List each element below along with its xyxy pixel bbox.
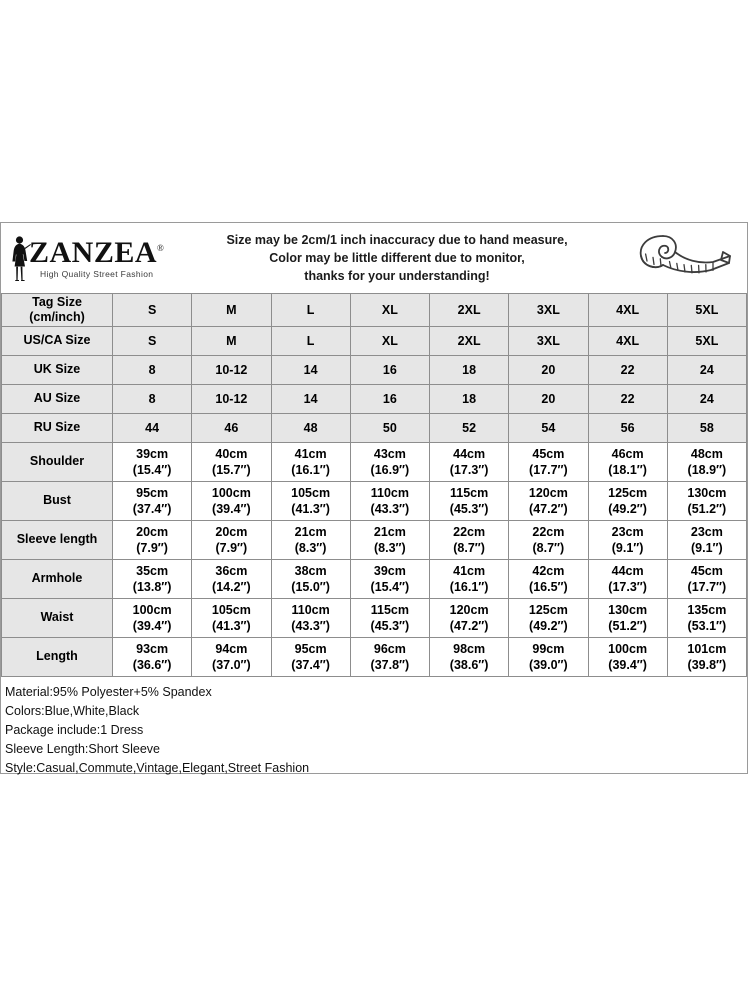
cell-shoulder-l bbox=[271, 443, 350, 482]
cell-length-s bbox=[113, 638, 192, 677]
cell-sleeve-length-4xl bbox=[588, 521, 667, 560]
cell-bust-2xl bbox=[430, 482, 509, 521]
value-inch: (39.4″) bbox=[608, 658, 647, 672]
brand-tagline: High Quality Street Fashion bbox=[39, 268, 154, 279]
value-cm: 115cm bbox=[450, 486, 489, 500]
cell-bust-5xl bbox=[667, 482, 746, 521]
row-label-us-ca-size: US/CA Size bbox=[2, 327, 113, 356]
value-inch: (18.9″) bbox=[687, 463, 727, 477]
brand-name: ZANZEA® bbox=[29, 235, 165, 269]
row-label-ru-size: RU Size bbox=[2, 414, 113, 443]
value-inch: (15.4″) bbox=[370, 580, 410, 594]
cell-length-5xl bbox=[667, 638, 746, 677]
value-cm: 120cm bbox=[449, 603, 489, 617]
cell-us-ca-size-3xl: 3XL bbox=[509, 327, 588, 356]
woman-silhouette-icon bbox=[9, 235, 31, 281]
value-inch: (39.8″) bbox=[687, 658, 727, 672]
size-chart-table bbox=[1, 293, 747, 677]
cell-tag-size-3xl: 3XL bbox=[509, 294, 588, 327]
value-inch: (15.4″) bbox=[132, 463, 172, 477]
value-cm: 125cm bbox=[528, 603, 568, 617]
value-cm: 20cm bbox=[215, 525, 248, 539]
value-inch: (47.2″) bbox=[529, 502, 568, 516]
value-cm: 115cm bbox=[370, 603, 409, 617]
cell-au-size-4xl: 22 bbox=[588, 385, 667, 414]
value-inch: (49.2″) bbox=[529, 619, 568, 633]
value-inch: (8.7″) bbox=[453, 541, 485, 555]
value-cm: 96cm bbox=[373, 642, 406, 656]
tag-size-label-line1: Tag Size bbox=[32, 294, 82, 309]
cell-sleeve-length-xl bbox=[350, 521, 429, 560]
value-inch: (17.3″) bbox=[449, 463, 489, 477]
cell-uk-size-3xl: 20 bbox=[509, 356, 588, 385]
cell-au-size-xl: 16 bbox=[350, 385, 429, 414]
value-cm: 135cm bbox=[687, 603, 727, 617]
value-cm: 39cm bbox=[373, 564, 406, 578]
value-inch: (39.4″) bbox=[212, 502, 251, 516]
notice-line-1: Size may be 2cm/1 inch inaccuracy due to hand measure, bbox=[226, 232, 568, 247]
cell-bust-4xl bbox=[588, 482, 667, 521]
cell-sleeve-length-5xl bbox=[667, 521, 746, 560]
value-inch: (43.3″) bbox=[370, 502, 410, 516]
cell-us-ca-size-s: S bbox=[113, 327, 192, 356]
value-cm: 100cm bbox=[608, 642, 648, 656]
value-cm: 45cm bbox=[690, 564, 723, 578]
value-inch: (43.3″) bbox=[291, 619, 330, 633]
value-inch: (9.1″) bbox=[611, 541, 644, 555]
notice-line-2: Color may be little different due to monitor, bbox=[269, 250, 525, 265]
cell-armhole-xl bbox=[350, 560, 429, 599]
cell-shoulder-3xl bbox=[509, 443, 588, 482]
value-inch: (15.0″) bbox=[291, 580, 330, 594]
value-cm: 42cm bbox=[532, 564, 565, 578]
value-cm: 39cm bbox=[136, 447, 169, 461]
value-inch: (36.6″) bbox=[132, 658, 172, 672]
row-label-tag-size bbox=[2, 294, 113, 327]
cell-sleeve-length-s bbox=[113, 521, 192, 560]
cell-bust-l bbox=[271, 482, 350, 521]
value-cm: 98cm bbox=[453, 642, 486, 656]
cell-au-size-l: 14 bbox=[271, 385, 350, 414]
value-cm: 23cm bbox=[690, 525, 723, 539]
size-chart-card bbox=[0, 222, 748, 774]
cell-ru-size-3xl: 54 bbox=[509, 414, 588, 443]
table-row-us-ca-size bbox=[2, 327, 747, 356]
value-cm: 22cm bbox=[532, 525, 565, 539]
value-inch: (49.2″) bbox=[608, 502, 647, 516]
value-inch: (41.3″) bbox=[291, 502, 330, 516]
value-inch: (37.4″) bbox=[132, 502, 172, 516]
table-row-au-size bbox=[2, 385, 747, 414]
value-cm: 41cm bbox=[453, 564, 486, 578]
cell-waist-4xl bbox=[588, 599, 667, 638]
cell-uk-size-2xl: 18 bbox=[430, 356, 509, 385]
cell-ru-size-l: 48 bbox=[271, 414, 350, 443]
value-inch: (37.4″) bbox=[291, 658, 330, 672]
cell-waist-l bbox=[271, 599, 350, 638]
cell-bust-xl bbox=[350, 482, 429, 521]
value-inch: (18.1″) bbox=[608, 463, 647, 477]
value-inch: (51.2″) bbox=[608, 619, 647, 633]
detail-material: Material:95% Polyester+5% Spandex bbox=[5, 685, 212, 699]
cell-uk-size-m: 10-12 bbox=[192, 356, 271, 385]
value-cm: 45cm bbox=[532, 447, 565, 461]
cell-armhole-2xl bbox=[430, 560, 509, 599]
value-inch: (47.2″) bbox=[449, 619, 489, 633]
cell-waist-xl bbox=[350, 599, 429, 638]
value-cm: 48cm bbox=[690, 447, 723, 461]
value-cm: 46cm bbox=[611, 447, 644, 461]
cell-shoulder-4xl bbox=[588, 443, 667, 482]
value-inch: (17.3″) bbox=[608, 580, 647, 594]
value-cm: 130cm bbox=[608, 603, 648, 617]
cell-waist-m bbox=[192, 599, 271, 638]
value-cm: 38cm bbox=[294, 564, 327, 578]
cell-shoulder-2xl bbox=[430, 443, 509, 482]
cell-ru-size-xl: 50 bbox=[350, 414, 429, 443]
value-cm: 20cm bbox=[136, 525, 169, 539]
cell-length-m bbox=[192, 638, 271, 677]
cell-au-size-2xl: 18 bbox=[430, 385, 509, 414]
table-row-sleeve-length bbox=[2, 521, 747, 560]
cell-us-ca-size-4xl: 4XL bbox=[588, 327, 667, 356]
cell-uk-size-xl: 16 bbox=[350, 356, 429, 385]
value-cm: 105cm bbox=[211, 603, 251, 617]
value-cm: 44cm bbox=[453, 447, 486, 461]
value-cm: 125cm bbox=[608, 486, 648, 500]
notice-line-3: thanks for your understanding! bbox=[304, 269, 490, 284]
cell-tag-size-s: S bbox=[113, 294, 192, 327]
value-cm: 41cm bbox=[294, 447, 327, 461]
value-inch: (45.3″) bbox=[449, 502, 489, 516]
value-cm: 95cm bbox=[136, 486, 169, 500]
value-cm: 94cm bbox=[215, 642, 248, 656]
cell-length-4xl bbox=[588, 638, 667, 677]
table-row-shoulder bbox=[2, 443, 747, 482]
value-cm: 40cm bbox=[215, 447, 248, 461]
brand-logo bbox=[3, 235, 189, 281]
cell-length-l bbox=[271, 638, 350, 677]
measurement-notice bbox=[189, 231, 625, 285]
value-cm: 110cm bbox=[370, 486, 409, 500]
cell-shoulder-5xl bbox=[667, 443, 746, 482]
value-cm: 101cm bbox=[687, 642, 727, 656]
value-inch: (38.6″) bbox=[449, 658, 489, 672]
cell-sleeve-length-l bbox=[271, 521, 350, 560]
value-inch: (7.9″) bbox=[215, 541, 248, 555]
cell-armhole-4xl bbox=[588, 560, 667, 599]
value-cm: 130cm bbox=[687, 486, 727, 500]
cell-ru-size-s: 44 bbox=[113, 414, 192, 443]
cell-uk-size-s: 8 bbox=[113, 356, 192, 385]
value-cm: 22cm bbox=[453, 525, 486, 539]
value-cm: 100cm bbox=[132, 603, 172, 617]
value-inch: (8.3″) bbox=[374, 541, 406, 555]
table-row-ru-size bbox=[2, 414, 747, 443]
row-label-bust: Bust bbox=[2, 482, 113, 521]
cell-shoulder-xl bbox=[350, 443, 429, 482]
cell-tag-size-l: L bbox=[271, 294, 350, 327]
table-row-length bbox=[2, 638, 747, 677]
value-inch: (15.7″) bbox=[212, 463, 251, 477]
cell-au-size-s: 8 bbox=[113, 385, 192, 414]
table-row-waist bbox=[2, 599, 747, 638]
value-inch: (16.9″) bbox=[370, 463, 410, 477]
cell-sleeve-length-3xl bbox=[509, 521, 588, 560]
cell-ru-size-5xl: 58 bbox=[667, 414, 746, 443]
cell-sleeve-length-2xl bbox=[430, 521, 509, 560]
value-cm: 99cm bbox=[532, 642, 565, 656]
value-cm: 100cm bbox=[211, 486, 251, 500]
cell-waist-5xl bbox=[667, 599, 746, 638]
table-row-tag-size bbox=[2, 294, 747, 327]
value-inch: (39.4″) bbox=[132, 619, 172, 633]
cell-armhole-s bbox=[113, 560, 192, 599]
cell-ru-size-4xl: 56 bbox=[588, 414, 667, 443]
cell-shoulder-m bbox=[192, 443, 271, 482]
cell-us-ca-size-xl: XL bbox=[350, 327, 429, 356]
cell-tag-size-2xl: 2XL bbox=[430, 294, 509, 327]
detail-sleeve-length: Sleeve Length:Short Sleeve bbox=[5, 742, 160, 756]
detail-package: Package include:1 Dress bbox=[5, 723, 144, 737]
cell-waist-3xl bbox=[509, 599, 588, 638]
value-inch: (41.3″) bbox=[212, 619, 251, 633]
value-cm: 21cm bbox=[294, 525, 327, 539]
value-inch: (16.1″) bbox=[449, 580, 489, 594]
value-cm: 23cm bbox=[611, 525, 644, 539]
value-inch: (17.7″) bbox=[687, 580, 727, 594]
cell-sleeve-length-m bbox=[192, 521, 271, 560]
cell-armhole-m bbox=[192, 560, 271, 599]
value-inch: (14.2″) bbox=[212, 580, 251, 594]
cell-us-ca-size-2xl: 2XL bbox=[430, 327, 509, 356]
cell-armhole-l bbox=[271, 560, 350, 599]
value-inch: (16.1″) bbox=[291, 463, 330, 477]
tag-size-label-line2: (cm/inch) bbox=[29, 310, 85, 324]
value-cm: 36cm bbox=[215, 564, 248, 578]
value-inch: (13.8″) bbox=[132, 580, 172, 594]
cell-shoulder-s bbox=[113, 443, 192, 482]
cell-au-size-5xl: 24 bbox=[667, 385, 746, 414]
value-inch: (17.7″) bbox=[529, 463, 568, 477]
registered-mark: ® bbox=[157, 242, 165, 253]
cell-waist-2xl bbox=[430, 599, 509, 638]
cell-bust-3xl bbox=[509, 482, 588, 521]
row-label-armhole: Armhole bbox=[2, 560, 113, 599]
cell-ru-size-2xl: 52 bbox=[430, 414, 509, 443]
cell-tag-size-m: M bbox=[192, 294, 271, 327]
cell-tag-size-xl: XL bbox=[350, 294, 429, 327]
value-cm: 21cm bbox=[373, 525, 406, 539]
cell-length-3xl bbox=[509, 638, 588, 677]
value-cm: 43cm bbox=[373, 447, 406, 461]
cell-armhole-3xl bbox=[509, 560, 588, 599]
cell-ru-size-m: 46 bbox=[192, 414, 271, 443]
cell-us-ca-size-5xl: 5XL bbox=[667, 327, 746, 356]
cell-waist-s bbox=[113, 599, 192, 638]
product-details bbox=[1, 677, 747, 782]
row-label-waist: Waist bbox=[2, 599, 113, 638]
cell-armhole-5xl bbox=[667, 560, 746, 599]
cell-au-size-m: 10-12 bbox=[192, 385, 271, 414]
value-cm: 120cm bbox=[528, 486, 568, 500]
detail-style: Style:Casual,Commute,Vintage,Elegant,Street Fashion bbox=[5, 761, 310, 775]
cell-tag-size-5xl: 5XL bbox=[667, 294, 746, 327]
value-inch: (37.8″) bbox=[370, 658, 410, 672]
row-label-sleeve-length: Sleeve length bbox=[2, 521, 113, 560]
cell-bust-m bbox=[192, 482, 271, 521]
table-row-armhole bbox=[2, 560, 747, 599]
value-cm: 93cm bbox=[136, 642, 169, 656]
table-row-uk-size bbox=[2, 356, 747, 385]
value-cm: 35cm bbox=[136, 564, 169, 578]
detail-colors: Colors:Blue,White,Black bbox=[5, 704, 140, 718]
value-cm: 44cm bbox=[611, 564, 644, 578]
value-inch: (8.7″) bbox=[532, 541, 565, 555]
cell-bust-s bbox=[113, 482, 192, 521]
cell-tag-size-4xl: 4XL bbox=[588, 294, 667, 327]
value-inch: (8.3″) bbox=[294, 541, 327, 555]
value-inch: (53.1″) bbox=[687, 619, 727, 633]
cell-us-ca-size-l: L bbox=[271, 327, 350, 356]
cell-length-2xl bbox=[430, 638, 509, 677]
cell-uk-size-4xl: 22 bbox=[588, 356, 667, 385]
value-cm: 105cm bbox=[291, 486, 331, 500]
table-row-bust bbox=[2, 482, 747, 521]
chart-header bbox=[1, 223, 747, 293]
value-cm: 95cm bbox=[294, 642, 327, 656]
value-inch: (39.0″) bbox=[529, 658, 568, 672]
row-label-length: Length bbox=[2, 638, 113, 677]
value-cm: 110cm bbox=[291, 603, 330, 617]
cell-uk-size-5xl: 24 bbox=[667, 356, 746, 385]
cell-us-ca-size-m: M bbox=[192, 327, 271, 356]
measuring-tape-icon bbox=[625, 230, 745, 286]
cell-uk-size-l: 14 bbox=[271, 356, 350, 385]
value-inch: (16.5″) bbox=[529, 580, 568, 594]
value-inch: (37.0″) bbox=[212, 658, 251, 672]
value-inch: (45.3″) bbox=[370, 619, 410, 633]
row-label-au-size: AU Size bbox=[2, 385, 113, 414]
value-inch: (51.2″) bbox=[687, 502, 727, 516]
value-inch: (7.9″) bbox=[136, 541, 168, 555]
row-label-uk-size: UK Size bbox=[2, 356, 113, 385]
cell-au-size-3xl: 20 bbox=[509, 385, 588, 414]
cell-length-xl bbox=[350, 638, 429, 677]
row-label-shoulder: Shoulder bbox=[2, 443, 113, 482]
value-inch: (9.1″) bbox=[691, 541, 723, 555]
